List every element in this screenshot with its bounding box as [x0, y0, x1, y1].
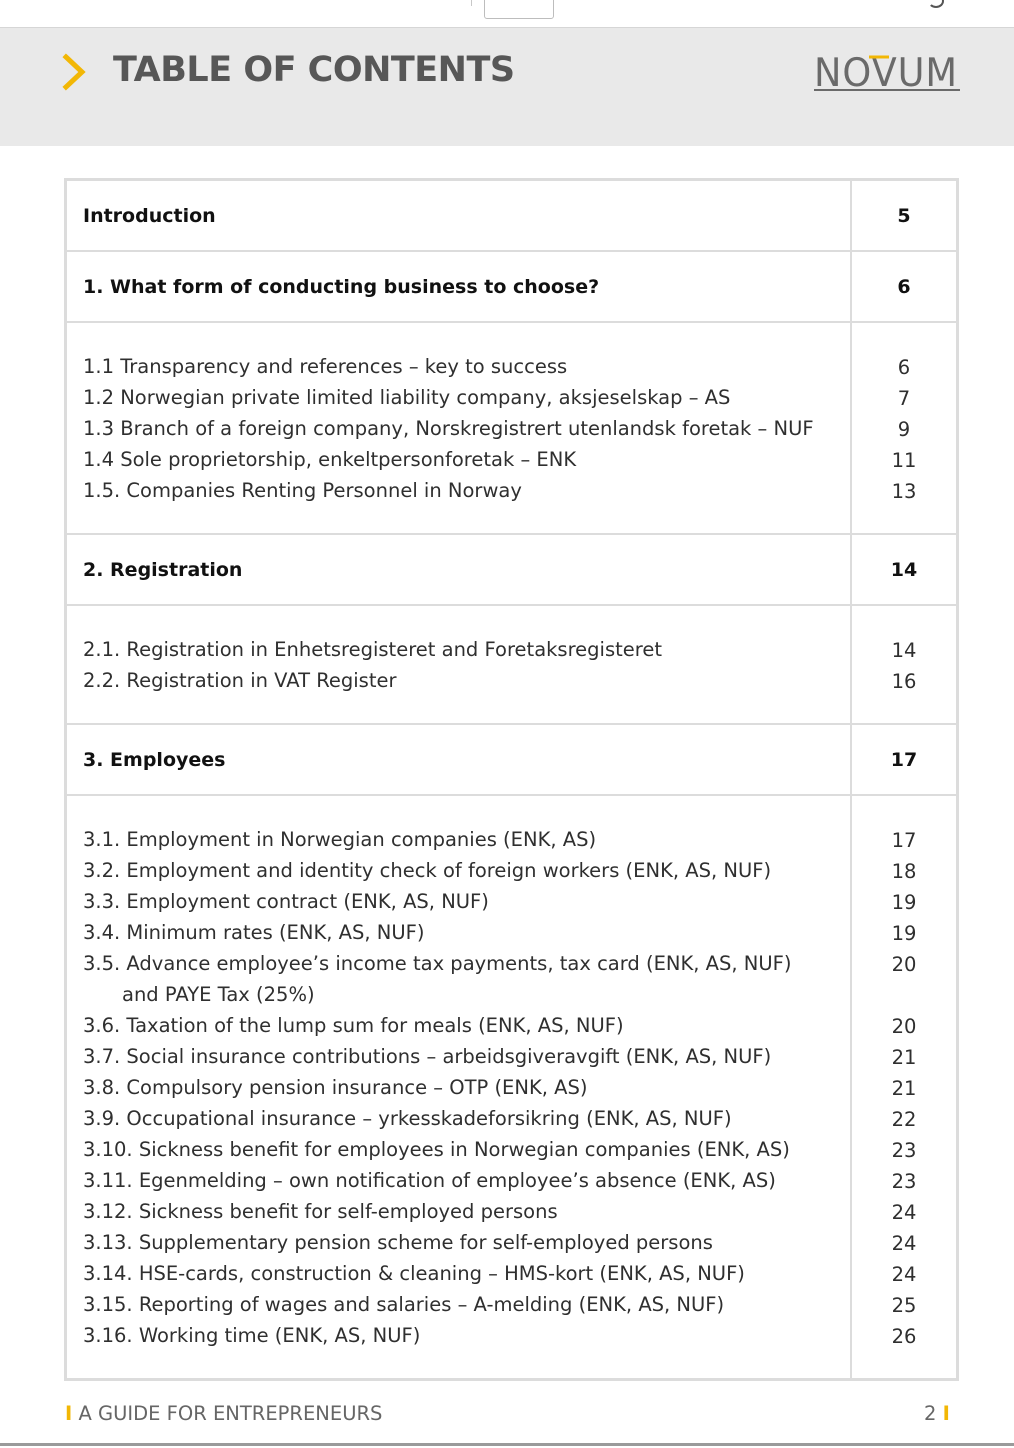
toc-item-title[interactable]: 3.8. Compulsory pension insurance – OTP (ENK, AS): [83, 1075, 588, 1099]
toc-item-page: 23: [891, 1139, 917, 1162]
toc-item-page: 24: [891, 1263, 917, 1286]
toc-item-page: 25: [891, 1294, 917, 1317]
svg-text:NOVUM: NOVUM: [814, 51, 958, 94]
toc-item-title[interactable]: 3.14. HSE-cards, construction & cleaning – HMS-kort (ENK, AS, NUF): [83, 1261, 745, 1285]
toc-item-page: 23: [891, 1170, 917, 1193]
toc-item-title[interactable]: 3.15. Reporting of wages and salaries – A-melding (ENK, AS, NUF): [83, 1292, 725, 1316]
toc-item-page: 18: [891, 860, 917, 883]
toc-item-title[interactable]: 3.3. Employment contract (ENK, AS, NUF): [83, 889, 489, 913]
page-number: 2: [924, 1402, 937, 1425]
toc-item-page: 21: [891, 1046, 917, 1069]
search-icon[interactable]: [928, 0, 944, 8]
toc-item-title[interactable]: 1.2 Norwegian private limited liability company, aksjeselskap – AS: [83, 385, 731, 409]
toc-section-page: 17: [851, 724, 958, 795]
toc-item-title-continuation[interactable]: and PAYE Tax (25%): [122, 982, 315, 1006]
novum-logo: [812, 46, 964, 94]
toc-item-title[interactable]: 3.12. Sickness benefit for self-employed persons: [83, 1199, 558, 1223]
toc-section-page: 5: [851, 180, 958, 252]
toc-item-title[interactable]: 3.5. Advance employee’s income tax payments, tax card (ENK, AS, NUF): [83, 951, 792, 975]
toc-item-page: 13: [891, 480, 917, 503]
footer-separator: I: [65, 1402, 73, 1425]
toc-item-page: 19: [891, 891, 917, 914]
toc-item-title[interactable]: 3.4. Minimum rates (ENK, AS, NUF): [83, 920, 425, 944]
footer-page-number: [924, 1402, 950, 1425]
toc-subsection-group-1: [66, 322, 958, 534]
viewer-top-strip: [0, 0, 1014, 28]
toc-item-title[interactable]: 3.9. Occupational insurance – yrkesskadeforsikring (ENK, AS, NUF): [83, 1106, 732, 1130]
toc-item-title[interactable]: 3.1. Employment in Norwegian companies (ENK, AS): [83, 827, 597, 851]
toc-subsection-group-2: [66, 605, 958, 724]
toc-item-page: 11: [891, 449, 917, 472]
toc-items-pages: [851, 322, 958, 534]
toc-item-page: 24: [891, 1201, 917, 1224]
footer-guide-label: [65, 1402, 382, 1425]
toc-item-title[interactable]: 1.1 Transparency and references – key to success: [83, 354, 568, 378]
toc-table: [64, 178, 959, 1381]
bottom-divider: [0, 1443, 1014, 1446]
toc-section-introduction[interactable]: [66, 180, 958, 252]
toc-subsection-group-3: [66, 795, 958, 1380]
footer-separator: I: [942, 1402, 950, 1425]
chevron-right-icon: [60, 53, 90, 91]
toc-section-2[interactable]: [66, 534, 958, 605]
divider: [471, 0, 472, 6]
toc-item-title[interactable]: 1.4 Sole proprietorship, enkeltpersonforetak – ENK: [83, 447, 577, 471]
toc-items-pages: [851, 605, 958, 724]
toc-section-3[interactable]: [66, 724, 958, 795]
toc-section-title: Introduction: [66, 180, 852, 252]
toc-item-page: 7: [897, 387, 911, 410]
footer-text: A GUIDE FOR ENTREPRENEURS: [78, 1402, 383, 1425]
toc-item-title[interactable]: 3.7. Social insurance contributions – arbeidsgiveravgift (ENK, AS, NUF): [83, 1044, 772, 1068]
toc-section-title: 2. Registration: [66, 534, 852, 605]
toc-item-page: 19: [891, 922, 917, 945]
toc-item-page: 22: [891, 1108, 917, 1131]
toc-section-1[interactable]: [66, 251, 958, 322]
toc-item-page: 16: [891, 670, 917, 693]
toc-item-page: 26: [891, 1325, 917, 1348]
toc-item-page: 21: [891, 1077, 917, 1100]
toc-item-title[interactable]: 3.6. Taxation of the lump sum for meals (ENK, AS, NUF): [83, 1013, 624, 1037]
page-title: TABLE OF CONTENTS: [113, 50, 515, 90]
toc-item-page: 14: [891, 639, 917, 662]
toc-item-title[interactable]: 3.10. Sickness benefit for employees in Norwegian companies (ENK, AS): [83, 1137, 790, 1161]
toc-section-page: 14: [851, 534, 958, 605]
toc-item-page: 6: [897, 356, 911, 379]
page-header: [0, 28, 1014, 146]
toc-items-titles: [66, 795, 852, 1380]
toc-item-page: 17: [891, 829, 917, 852]
toc-item-title[interactable]: 3.11. Egenmelding – own notification of employee’s absence (ENK, AS): [83, 1168, 776, 1192]
toc-items-pages: [851, 795, 958, 1380]
toc-item-page: 9: [897, 418, 911, 441]
toc-section-page: 6: [851, 251, 958, 322]
toc-item-title[interactable]: 2.2. Registration in VAT Register: [83, 668, 397, 692]
toc-item-title[interactable]: 3.16. Working time (ENK, AS, NUF): [83, 1323, 421, 1347]
toc-item-page: 24: [891, 1232, 917, 1255]
toc-item-title[interactable]: 3.13. Supplementary pension scheme for self-employed persons: [83, 1230, 713, 1254]
page-tab[interactable]: [484, 0, 554, 19]
toc-items-titles: [66, 322, 852, 534]
toc-item-title[interactable]: 1.3 Branch of a foreign company, Norskregistrert utenlandsk foretak – NUF: [83, 416, 814, 440]
toc-item-title[interactable]: 3.2. Employment and identity check of foreign workers (ENK, AS, NUF): [83, 858, 772, 882]
toc-items-titles: [66, 605, 852, 724]
toc-item-page: 20: [891, 953, 917, 976]
toc-section-title: 1. What form of conducting business to choose?: [66, 251, 852, 322]
toc-section-title: 3. Employees: [66, 724, 852, 795]
toc-item-title[interactable]: 2.1. Registration in Enhetsregisteret and Foretaksregisteret: [83, 637, 663, 661]
toc-item-page: 20: [891, 1015, 917, 1038]
toc-item-title[interactable]: 1.5. Companies Renting Personnel in Norway: [83, 478, 522, 502]
toc-item-page: [853, 980, 955, 1011]
